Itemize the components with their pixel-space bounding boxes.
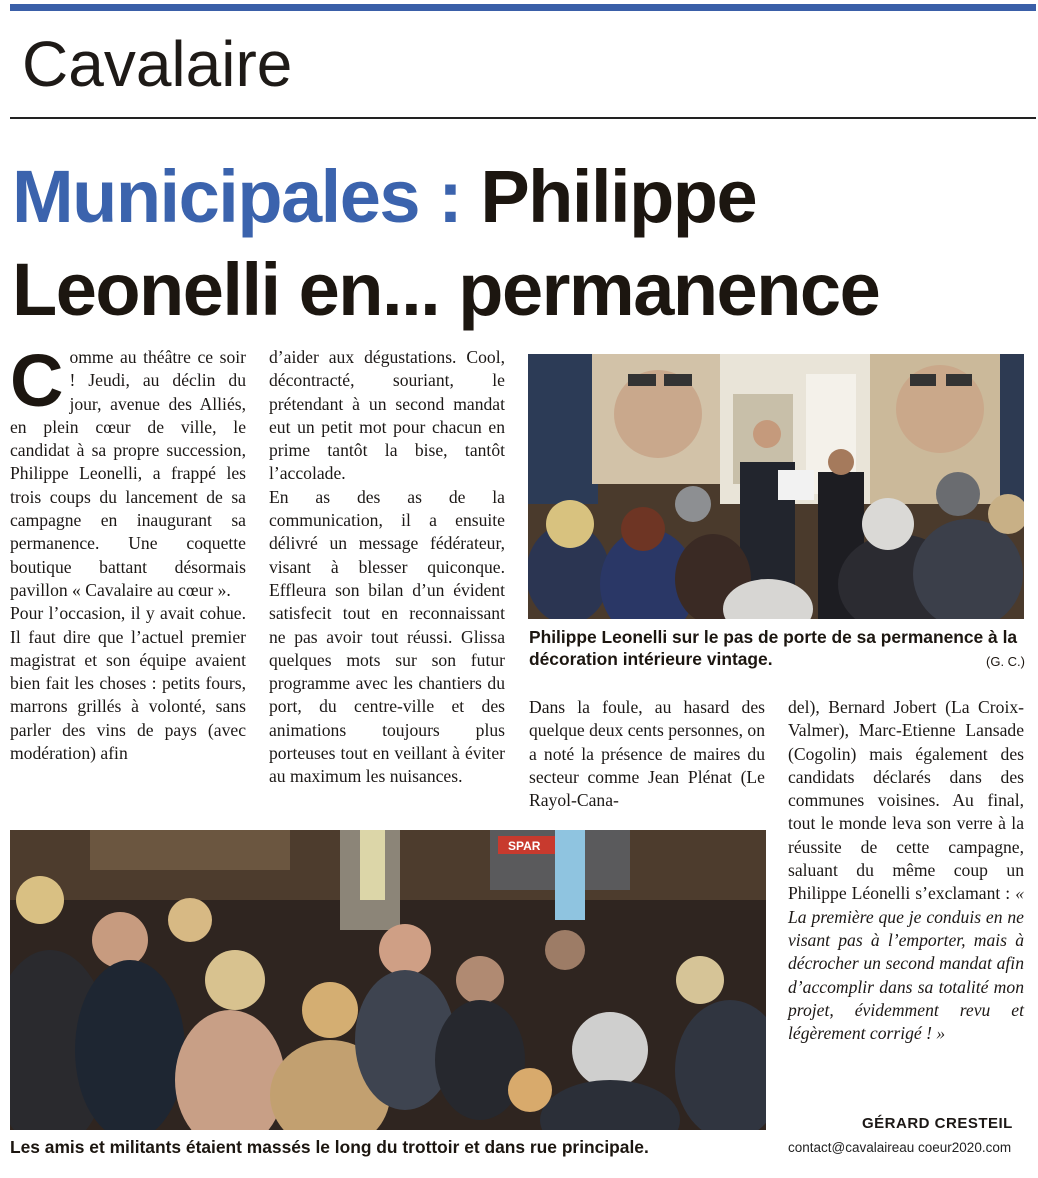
top-color-bar: [10, 4, 1036, 11]
headline-main-1: Philippe: [480, 155, 757, 238]
section-rule: [10, 117, 1036, 119]
paragraph: Dans la foule, au hasard des quelque deux cents personnes, on a noté la présence de maires du secteur comme Jean Plénat (Le Rayol-Cana-: [529, 697, 765, 811]
article-column-4: [788, 696, 1024, 1045]
paragraph: Pour l’occasion, il y avait cohue. Il faut dire que l’actuel premier magistrat et son équipe avaient bien fait les choses : petits fours, marrons grillés à volonté, sans parler des vins de pays (avec modération) afin: [10, 603, 246, 764]
author-byline: GÉRARD CRESTEIL: [862, 1115, 1013, 1132]
photo-credit: (G. C.): [986, 654, 1025, 669]
pull-quote: « La première que je conduis en ne visant pas à l’emporter, mais à décrocher un second mandat afin d’accomplir dans sa totalité mon projet, évidemment revu et légèrement corrigé ! »: [788, 883, 1024, 1044]
article-column-3: [529, 696, 765, 812]
photo-crowd: [10, 830, 766, 1130]
dropcap: C: [10, 339, 64, 422]
article-column-1: [10, 339, 246, 765]
caption-text: Philippe Leonelli sur le pas de porte de sa permanence à la décoration intérieure vintage.: [529, 627, 1018, 669]
contact-email[interactable]: contact@cavalaireau coeur2020.com: [788, 1140, 1012, 1155]
bottom-photo-caption: Les amis et militants étaient massés le long du trottoir et dans rue principale.: [10, 1137, 649, 1157]
paragraph-text: del), Bernard Jobert (La Croix-Valmer), Marc-Etienne Lansade (Cogolin) mais également des candidats déclarés dans des communes voisines. Au final, tout le monde leva son verre à la réussite de cette campagne, saluant du même coup un Philippe Léonelli s’exclamant :: [788, 697, 1024, 904]
headline: [12, 150, 1036, 336]
top-photo-caption: [529, 626, 1025, 673]
section-title: Cavalaire: [22, 28, 293, 100]
paragraph: [788, 696, 1024, 1045]
article-column-2: [269, 346, 505, 789]
headline-main-2: Leonelli en... permanence: [12, 248, 880, 331]
headline-kicker: Municipales :: [12, 155, 462, 238]
paragraph: d’aider aux dégustations. Cool, décontracté, souriant, le prétendant à un second mandat eut un petit mot pour chacun en prime tantôt la bise, tantôt l’accolade.: [269, 347, 505, 484]
paragraph: En as des as de la communication, il a ensuite délivré un message fédérateur, visant à blesser quiconque. Effleura son bilan d’un évident satisfecit tout en reconnaissant ne pas avoir tout réussi. Glissa quelques mots sur son futur programme avec les chantiers du port, du centre-ville et des animations toujours plus porteuses tout en veillant à éviter au maximum les nuisances.: [269, 486, 505, 787]
shop-sign-text: SPAR: [508, 839, 541, 853]
paragraph: omme au théâtre ce soir ! Jeudi, au déclin du jour, avenue des Alliés, en plein cœur de ville, le candidat à sa propre succession, Philippe Leonelli, a frappé les trois coups du lancement de sa campagne en inaugurant sa permanence. Une coquette boutique battant désormais pavillon « Cavalaire au cœur ».: [10, 347, 246, 600]
photo-candidate-speech: [528, 354, 1024, 619]
